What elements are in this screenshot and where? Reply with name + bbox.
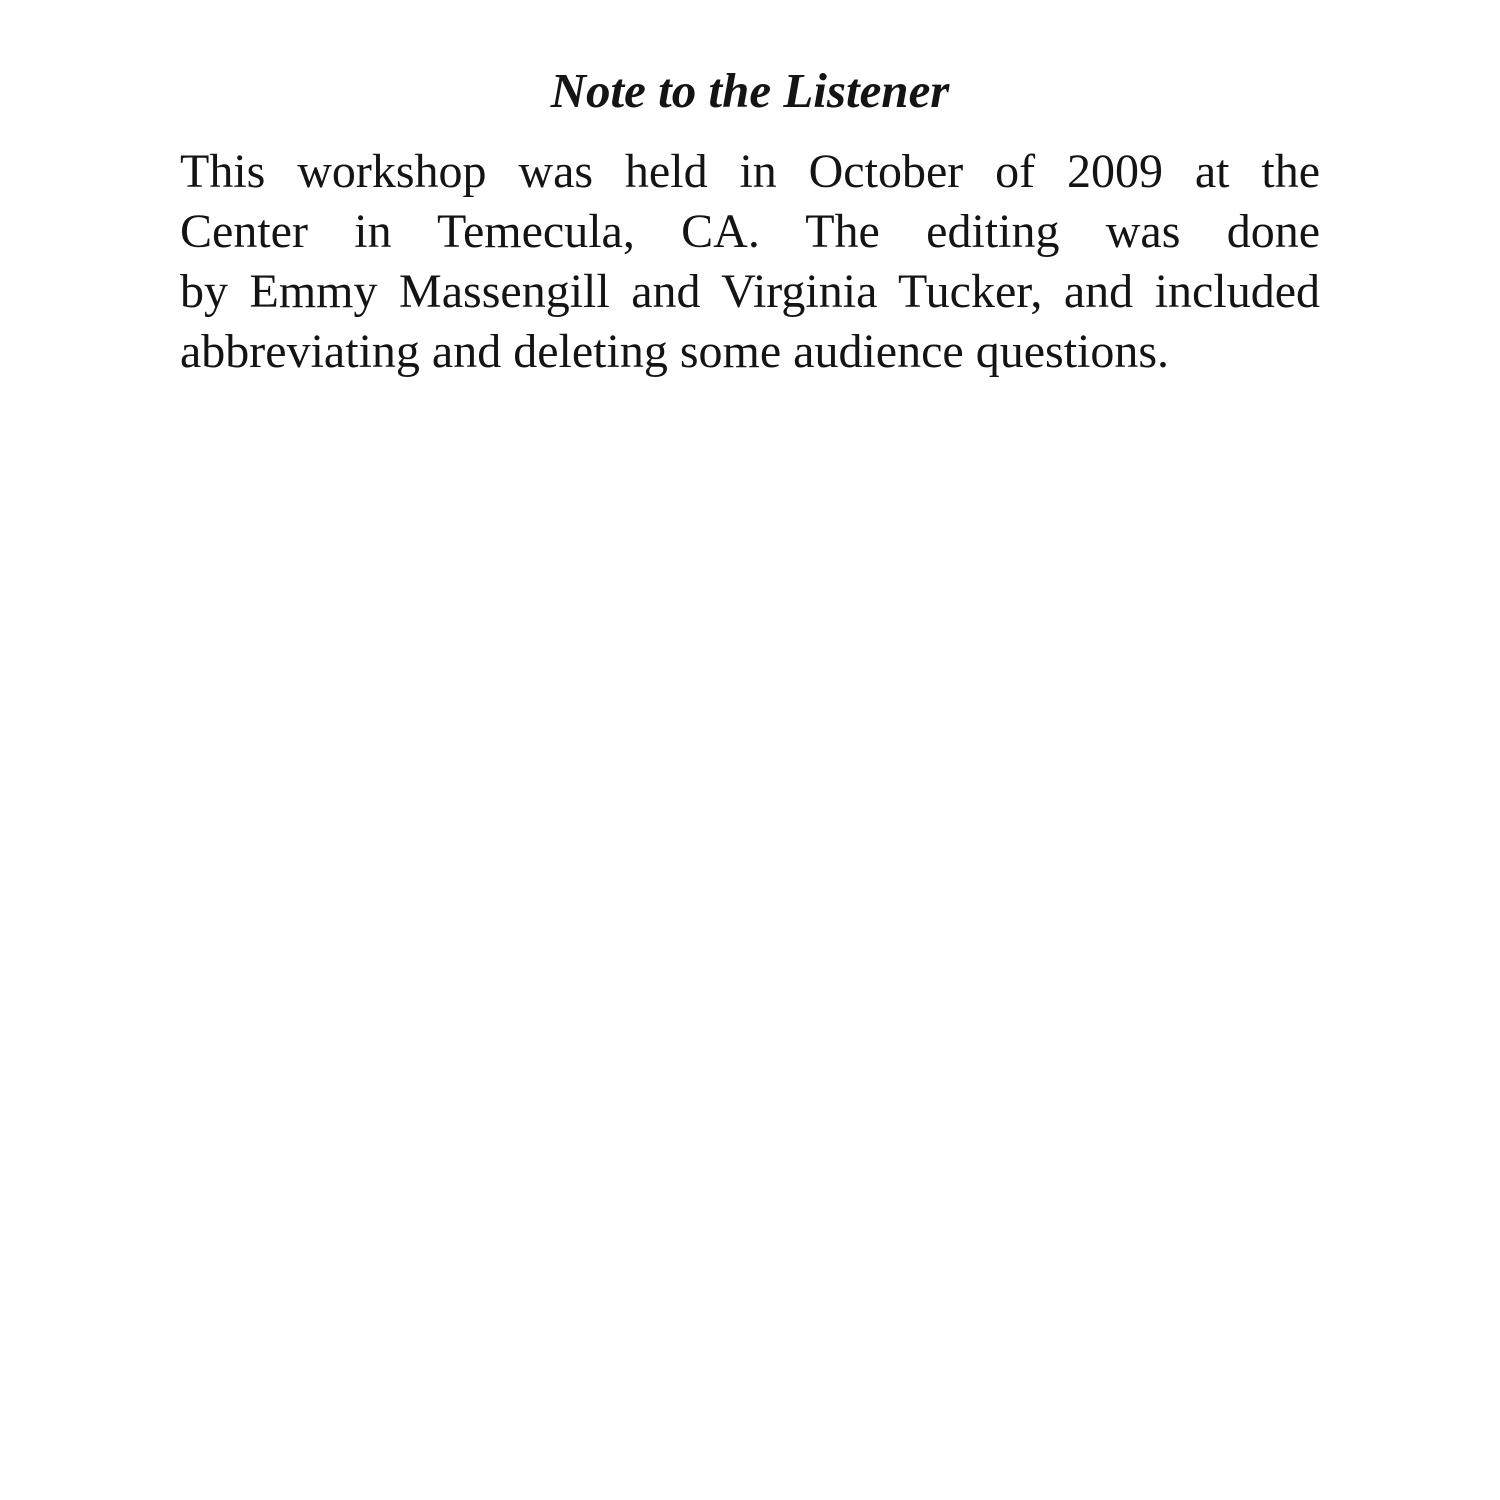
page-title: Note to the Listener: [550, 63, 950, 118]
paragraph-line-1: This workshop was held in October of 2009 at the: [180, 145, 1320, 198]
body-paragraph: [180, 142, 1320, 382]
paragraph-line-4: abbreviating and deleting some audience questions.: [180, 325, 1170, 378]
paragraph-line-2: Center in Temecula, CA. The editing was done: [180, 205, 1320, 258]
text-column: [180, 62, 1320, 382]
paragraph-line-3: by Emmy Massengill and Virginia Tucker, and included: [180, 265, 1320, 318]
